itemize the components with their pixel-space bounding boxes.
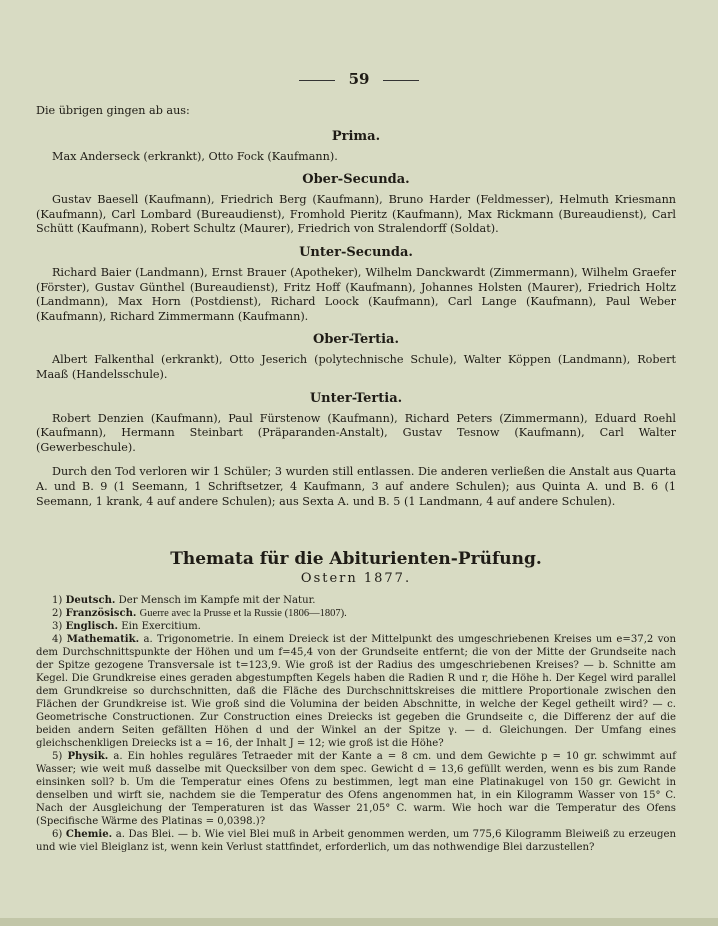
departure-summary: Durch den Tod verloren wir 1 Schüler; 3 wurden still entlassen. Die anderen verließen die Anstalt aus Quarta A. und B. 9 (1 Seemann, 1 Schriftsetzer, 4 Kaufmann, 3 auf andere Schulen); aus Quinta A. und B. 6 (1 Seemann, 1 krank, 4 auf andere Schulen); aus Sexta A. und B. 5 (1 Landmann, 4 auf andere Schulen). xyxy=(36,465,676,508)
rule-left xyxy=(299,80,335,81)
class-heading: Ober-Secunda. xyxy=(302,172,410,188)
class-section-prima xyxy=(36,129,676,165)
class-entries: Gustav Baesell (Kaufmann), Friedrich Berg (Kaufmann), Bruno Harder (Feldmesser), Helmuth Kriesmann (Kaufmann), Carl Lombard (Bureaudienst), Fromhold Pieritz (Kaufmann), Max Rickmann (Bureaudienst), Carl Schütt (Kaufmann), Robert Schultz (Maurer), Friedrich von Stralendorff (Soldat). xyxy=(36,193,676,236)
class-section-ober-secunda xyxy=(36,172,676,237)
intro-line: Die übrigen gingen ab aus: xyxy=(36,104,190,117)
themes-title: Themata für die Abiturienten-Prüfung. xyxy=(170,549,542,570)
class-section-ober-tertia xyxy=(36,332,676,382)
themes-list xyxy=(36,594,676,854)
themes-subtitle: Ostern 1877. xyxy=(300,571,412,587)
theme-item: 2) Französisch. Guerre avec la Prusse et la Russie (1806—1807). xyxy=(52,608,347,620)
theme-item: 3) Englisch. Ein Exercitium. xyxy=(52,621,201,633)
class-heading: Unter-Secunda. xyxy=(299,244,413,260)
class-heading: Unter-Tertia. xyxy=(309,390,403,406)
class-heading: Ober-Tertia. xyxy=(313,332,399,348)
rule-right xyxy=(383,80,419,81)
page-body xyxy=(36,104,676,854)
class-entries: Albert Falkenthal (erkrankt), Otto Jeserich (polytechnische Schule), Walter Köppen (Landmann), Robert Maaß (Handelsschule). xyxy=(36,353,676,381)
theme-item: 5) Physik. a. Ein hohles reguläres Tetraeder mit der Kante a = 8 cm. und dem Gewichte p = 10 gr. schwimmt auf Wasser; wie weit muß dasselbe mit Quecksilber von dem spec. Gewicht d = 13,6 gefüllt werden, wenn es bis zum Rande einsinken soll? b. Um die Temperatur eines Ofens zu bestimmen, legt man eine Platinakugel von 150 gr. Gewicht in denselben und wirft sie, nachdem sie die Temperatur des Ofens angenommen hat, in ein Kilogramm Wasser von 15° C. Nach der Ausgleichung der Temperaturen ist das Wasser 21,05° C. warm. Wie hoch war die Temperatur des Ofens (Specifische Wärme des Platinas = 0,0398.)? xyxy=(36,751,677,828)
spacer xyxy=(36,455,676,465)
class-section-unter-secunda xyxy=(36,245,676,324)
page-number: 59 xyxy=(0,70,718,88)
class-entries: Max Anderseck (erkrankt), Otto Fock (Kaufmann). xyxy=(52,149,338,163)
scan-edge xyxy=(0,918,718,926)
class-heading: Prima. xyxy=(331,128,381,144)
class-entries: Richard Baier (Landmann), Ernst Brauer (Apotheker), Wilhelm Danckwardt (Zimmermann), Wilhelm Graefer (Förster), Gustav Günthel (Bureaudienst), Fritz Hoff (Kaufmann), Johannes Holsten (Maurer), Friedrich Holtz (Landmann), Max Horn (Postdienst), Richard Loock (Kaufmann), Carl Lange (Kaufmann), Paul Weber (Kaufmann), Richard Zimmermann (Kaufmann). xyxy=(36,265,676,323)
theme-item: 1) Deutsch. Der Mensch im Kampfe mit der Natur. xyxy=(52,595,316,607)
class-entries: Robert Denzien (Kaufmann), Paul Fürstenow (Kaufmann), Richard Peters (Zimmermann), Eduard Roehl (Kaufmann), Hermann Steinbart (Präparanden-Anstalt), Gustav Tesnow (Kaufmann), Carl Walter (Gewerbeschule). xyxy=(36,411,676,454)
theme-item: 4) Mathematik. a. Trigonometrie. In einem Dreieck ist der Mittelpunkt des umgeschriebenen Kreises um e=37,2 von dem Durchschnittspunkte der Höhen und um f=45,4 von der Grundseite entfernt; die von der Mitte der Grundseite nach der Spitze gezogene Transversale ist t=123,9. Wie groß ist der Radius des umgeschriebenen Kreises? — b. Schnitte am Kegel. Die Grundkreise eines geraden abgestumpften Kegels haben die Radien R und r, die Höhe h. Der Kegel wird parallel dem Grundkreise so durchschnitten, daß die Fläche des Durchschnittskreises die mittlere Proportionale zwischen den Flächen der Grundkreise ist. Wie groß sind die Volumina der beiden Abschnitte, in welche der Kegel getheilt wird? — c. Geometrische Constructionen. Zur Construction eines Dreiecks ist gegeben die Grundseite c, die Differenz der auf die beiden andern Seiten gefällten Höhen d und der Winkel an der Spitze γ. — d. Gleichungen. Der Umfang eines gleichschenkligen Dreiecks ist a = 16, der Inhalt J = 12; wie groß ist die Höhe? xyxy=(36,634,676,750)
theme-item: 6) Chemie. a. Das Blei. — b. Wie viel Blei muß in Arbeit genommen werden, um 775,6 Kilogramm Bleiweiß zu erzeugen und wie viel Bleiglanz ist, wenn kein Verlust stattfindet, erforderlich, um das nothwendige Blei darzustellen? xyxy=(36,829,676,854)
class-section-unter-tertia xyxy=(36,391,676,456)
